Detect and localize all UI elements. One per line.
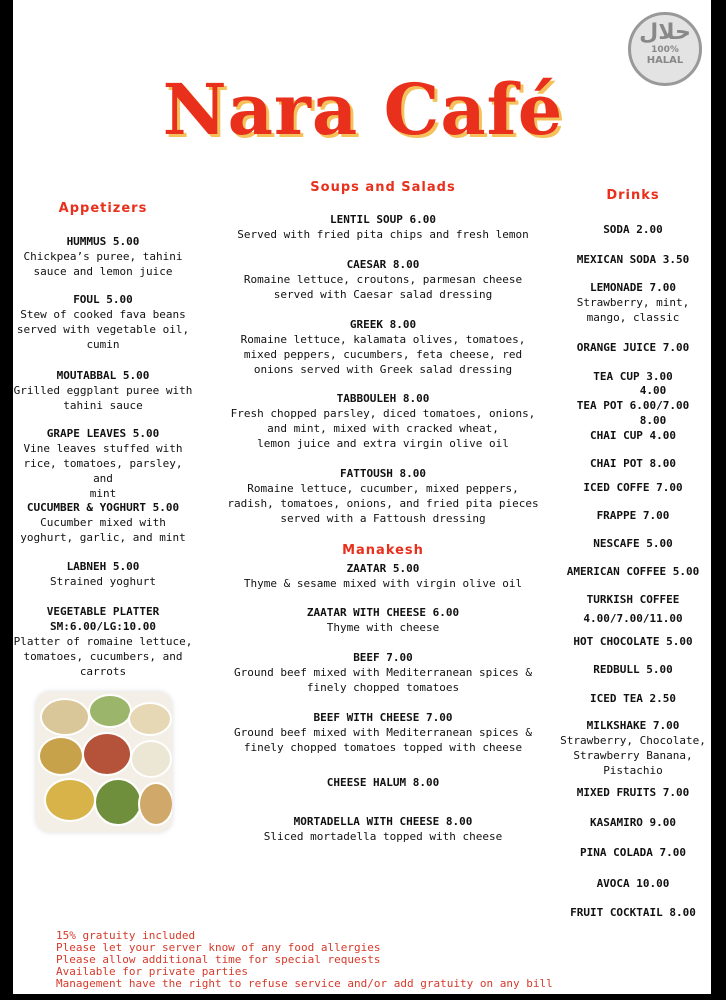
menu-item-description: tahini sauce <box>63 399 143 412</box>
manakesh-menu-item <box>218 710 548 755</box>
menu-item-name: FRAPPE 7.00 <box>596 509 670 522</box>
drinks-menu-item <box>558 815 708 830</box>
menu-item-description: Ground beef mixed with Mediterranean spices & <box>233 666 532 679</box>
menu-item-description: yoghurt, garlic, and mint <box>20 531 186 544</box>
drinks-menu-item <box>558 634 708 649</box>
drinks-menu-item <box>558 691 708 706</box>
halal-seal-percent: 100% <box>651 45 679 55</box>
menu-item-description: Stew of cooked fava beans <box>20 308 186 321</box>
menu-item-description: served with vegetable oil, <box>16 323 190 336</box>
drinks-menu-item <box>558 611 708 626</box>
menu-item-name: REDBULL 5.00 <box>593 663 673 676</box>
appetizers-menu-item <box>13 292 193 352</box>
drinks-heading: Drinks <box>606 188 660 203</box>
menu-item-name: HUMMUS 5.00 <box>66 235 140 248</box>
drinks-menu-item <box>578 413 711 428</box>
menu-item-description: Pistachio <box>603 764 663 777</box>
menu-item-description: Served with fried pita chips and fresh lemon <box>237 228 529 241</box>
halal-seal-label: HALAL <box>646 55 684 66</box>
appetizers-menu-item <box>13 368 193 413</box>
soups-menu-item <box>218 257 548 302</box>
menu-item-name: ORANGE JUICE 7.00 <box>576 341 690 354</box>
note-allergies: Please let your server know of any food allergies <box>56 941 381 954</box>
menu-item-description: Chickpea’s puree, tahini <box>23 250 183 263</box>
menu-item-description: Vine leaves stuffed with <box>23 442 183 455</box>
menu-item-name: 8.00 <box>639 414 667 427</box>
menu-item-name: FATTOUSH 8.00 <box>339 467 427 480</box>
drinks-menu-item <box>558 508 708 523</box>
menu-item-name: TABBOULEH 8.00 <box>336 392 430 405</box>
menu-item-name: GREEK 8.00 <box>349 318 417 331</box>
menu-item-description: served with Caesar salad dressing <box>273 288 493 301</box>
drinks-menu-item <box>558 398 708 413</box>
menu-notes <box>56 930 553 990</box>
menu-item-name: 4.00 <box>639 384 667 397</box>
drinks-menu-item <box>558 252 708 267</box>
menu-item-description: Platter of romaine lettuce, <box>13 635 193 648</box>
menu-item-description: Strawberry, mint, <box>576 296 690 309</box>
menu-item-name: ZAATAR WITH CHEESE 6.00 <box>306 606 460 619</box>
menu-item-name: TEA CUP 3.00 <box>593 370 673 383</box>
menu-item-description: served with a Fattoush dressing <box>280 512 486 525</box>
menu-item-name: KASAMIRO 9.00 <box>589 816 677 829</box>
menu-item-name: HOT CHOCOLATE 5.00 <box>573 635 693 648</box>
note-special-requests: Please allow additional time for special requests <box>56 953 381 966</box>
menu-item-name: AMERICAN COFFEE 5.00 <box>566 565 700 578</box>
menu-item-description: Strawberry, Chocolate, <box>560 734 706 747</box>
menu-item-name: NESCAFE 5.00 <box>593 537 673 550</box>
drinks-menu-item <box>558 340 708 355</box>
menu-item-name: BEEF 7.00 <box>353 651 413 664</box>
manakesh-heading: Manakesh <box>342 543 424 558</box>
drinks-menu-item <box>558 456 708 471</box>
menu-item-name: MIXED FRUITS 7.00 <box>576 786 690 799</box>
drinks-menu-item <box>558 428 708 443</box>
drinks-menu-item <box>558 592 708 607</box>
menu-item-name: FOUL 5.00 <box>73 293 133 306</box>
menu-item-description: Cucumber mixed with <box>40 516 166 529</box>
drinks-menu-item <box>558 845 708 860</box>
drinks-menu-item <box>558 280 708 325</box>
soups-heading: Soups and Salads <box>310 180 456 195</box>
menu-item-name: LABNEH 5.00 <box>66 560 140 573</box>
menu-item-name: VEGETABLE PLATTER SM:6.00/LG:10.00 <box>46 605 160 633</box>
drinks-menu-item <box>558 536 708 551</box>
drinks-menu-item <box>558 876 708 891</box>
soups-menu-item <box>218 212 548 242</box>
drinks-menu-item <box>558 564 708 579</box>
menu-item-description: radish, tomatoes, onions, and fried pita pieces <box>227 497 539 510</box>
menu-item-description: finely chopped tomatoes <box>306 681 460 694</box>
menu-item-description: onions served with Greek salad dressing <box>253 363 513 376</box>
menu-item-description: Strawberry Banana, <box>573 749 693 762</box>
manakesh-menu-item <box>218 814 548 844</box>
menu-item-name: ZAATAR 5.00 <box>346 562 420 575</box>
soups-menu-item <box>218 466 548 526</box>
soups-menu-item <box>218 391 548 451</box>
menu-item-description: lemon juice and extra virgin olive oil <box>257 437 509 450</box>
drinks-menu-item <box>558 905 708 920</box>
menu-item-name: CHEESE HALUM 8.00 <box>326 776 440 789</box>
appetizers-heading: Appetizers <box>58 201 148 216</box>
menu-item-name: AVOCA 10.00 <box>596 877 670 890</box>
menu-item-name: MEXICAN SODA 3.50 <box>576 253 690 266</box>
menu-item-description: sauce and lemon juice <box>33 265 173 278</box>
appetizers-menu-item <box>13 426 193 501</box>
menu-item-description: Thyme & sesame mixed with virgin olive oil <box>243 577 523 590</box>
menu-item-description: finely chopped tomatoes topped with cheese <box>243 741 523 754</box>
menu-item-description: Romaine lettuce, kalamata olives, tomatoes, <box>240 333 526 346</box>
drinks-menu-item <box>558 662 708 677</box>
menu-item-description: Romaine lettuce, cucumber, mixed peppers, <box>247 482 519 495</box>
appetizers-menu-item <box>13 604 193 679</box>
drinks-menu-item <box>558 718 708 778</box>
menu-item-description: Fresh chopped parsley, diced tomatoes, onions, <box>230 407 536 420</box>
menu-item-description: Ground beef mixed with Mediterranean spices & <box>233 726 532 739</box>
appetizers-menu-item <box>13 559 193 589</box>
menu-item-name: FRUIT COCKTAIL 8.00 <box>570 906 696 919</box>
menu-item-description: carrots <box>79 665 127 678</box>
soups-menu-item <box>218 317 548 377</box>
menu-item-name: SODA 2.00 <box>603 223 663 236</box>
manakesh-menu-item <box>218 775 548 790</box>
restaurant-title: Nara Café <box>162 68 564 151</box>
appetizers-menu-item <box>13 500 193 545</box>
appetizers-menu-item <box>13 234 193 279</box>
menu-item-name: CUCUMBER & YOGHURT 5.00 <box>26 501 180 514</box>
menu-item-description: cumin <box>86 338 120 351</box>
menu-item-description: and mint, mixed with cracked wheat, <box>267 422 499 435</box>
menu-item-name: GRAPE LEAVES 5.00 <box>46 427 160 440</box>
menu-item-description: mixed peppers, cucumbers, feta cheese, red <box>243 348 523 361</box>
menu-item-description: Strained yoghurt <box>50 575 156 588</box>
manakesh-menu-item <box>218 650 548 695</box>
drinks-menu-item <box>558 480 708 495</box>
menu-item-name: CHAI CUP 4.00 <box>589 429 677 442</box>
menu-item-description: mint <box>89 487 117 500</box>
menu-item-name: CHAI POT 8.00 <box>589 457 677 470</box>
menu-item-description: Sliced mortadella topped with cheese <box>263 830 503 843</box>
menu-item-name: ICED TEA 2.50 <box>589 692 677 705</box>
note-private-parties: Available for private parties <box>56 965 249 978</box>
menu-item-name: TURKISH COFFEE <box>586 593 680 606</box>
menu-page <box>13 0 711 994</box>
food-photo <box>36 692 172 832</box>
menu-item-description: Thyme with cheese <box>326 621 440 634</box>
halal-seal-arabic: حلال <box>639 20 691 45</box>
menu-item-name: 4.00/7.00/11.00 <box>583 612 683 625</box>
menu-item-description: mango, classic <box>586 311 680 324</box>
menu-item-name: LENTIL SOUP 6.00 <box>330 213 436 226</box>
menu-item-name: MORTADELLA WITH CHEESE 8.00 <box>293 815 473 828</box>
drinks-menu-item <box>558 785 708 800</box>
menu-item-name: CAESAR 8.00 <box>346 258 420 271</box>
manakesh-menu-item <box>218 605 548 635</box>
note-gratuity: 15% gratuity included <box>56 929 196 942</box>
drinks-menu-item <box>558 222 708 237</box>
menu-item-description: Romaine lettuce, croutons, parmesan cheese <box>243 273 523 286</box>
menu-item-description: rice, tomatoes, parsley, and <box>23 457 183 485</box>
drinks-menu-item <box>578 383 711 398</box>
menu-item-name: MILKSHAKE 7.00 <box>586 719 680 732</box>
menu-item-name: MOUTABBAL 5.00 <box>56 369 150 382</box>
menu-item-name: TEA POT 6.00/7.00 <box>576 399 690 412</box>
drinks-menu-item <box>558 369 708 384</box>
menu-item-name: LEMONADE 7.00 <box>589 281 677 294</box>
menu-item-description: Grilled eggplant puree with <box>13 384 193 397</box>
menu-item-name: PINA COLADA 7.00 <box>580 846 686 859</box>
menu-item-name: BEEF WITH CHEESE 7.00 <box>313 711 453 724</box>
menu-item-name: ICED COFFE 7.00 <box>583 481 683 494</box>
note-management: Management have the right to refuse service and/or add gratuity on any bill <box>56 977 553 990</box>
menu-item-description: tomatoes, cucumbers, and <box>23 650 183 663</box>
manakesh-menu-item <box>218 561 548 591</box>
